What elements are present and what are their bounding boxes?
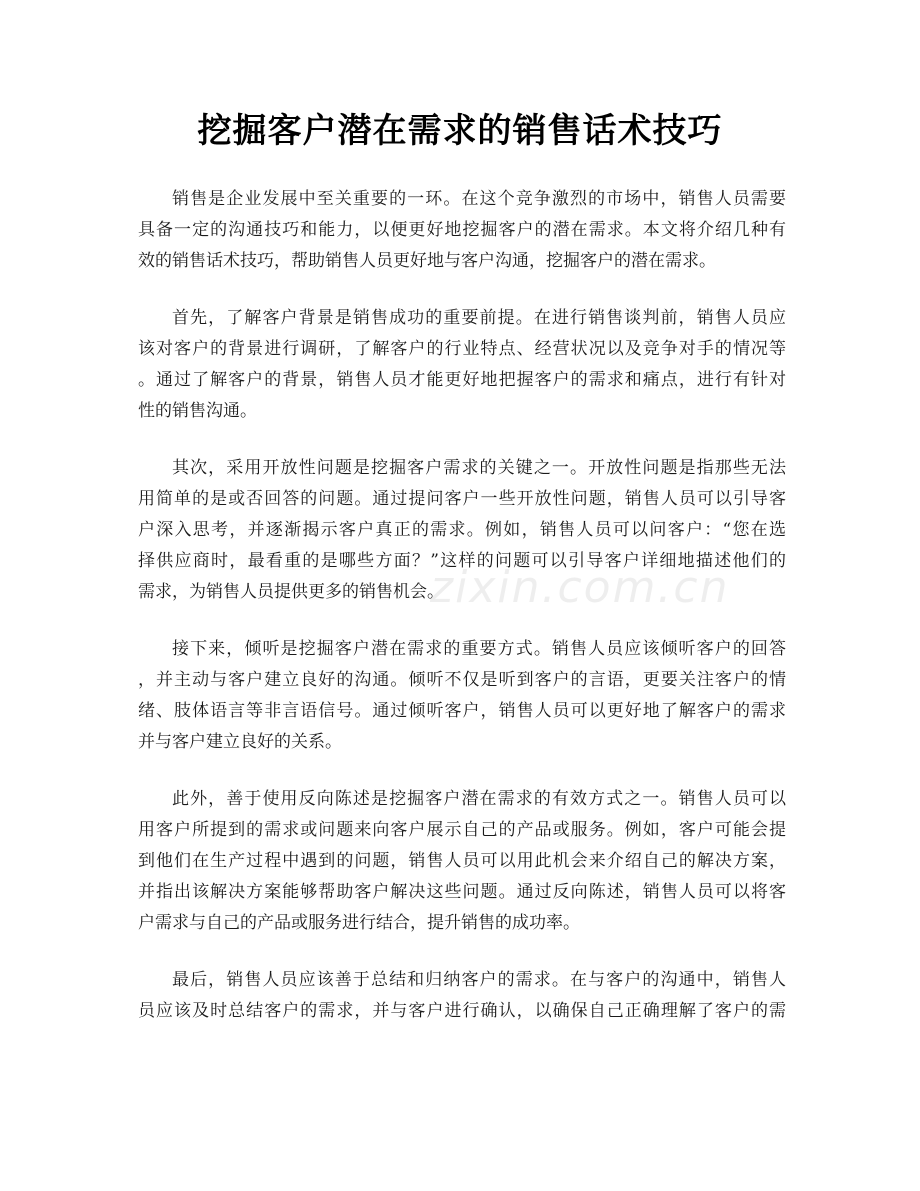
paragraph-line: 销售是企业发展中至关重要的一环。在这个竞争激烈的市场中，销售人员需要 [172,189,786,209]
paragraph-line: 并与客户建立良好的关系。 [138,732,342,752]
document-title: 挖掘客户潜在需求的销售话术技巧 [197,111,723,151]
paragraph-line: 用简单的是或否回答的问题。通过提问客户一些开放性问题，销售人员可以引导客 [138,489,786,509]
paragraph-line: 用客户所提到的需求或问题来向客户展示自己的产品或服务。例如，客户可能会提 [138,820,786,840]
paragraph-line: 绪、肢体语言等非言语信号。通过倾听客户，销售人员可以更好地了解客户的需求 [138,701,786,721]
paragraph [138,784,786,939]
paragraph-line: ，并主动与客户建立良好的沟通。倾听不仅是听到客户的言语，更要关注客户的情 [138,670,786,690]
paragraph-line: 到他们在生产过程中遇到的问题，销售人员可以用此机会来介绍自己的解决方案， [138,851,786,871]
paragraph-line: 最后，销售人员应该善于总结和归纳客户的需求。在与客户的沟通中，销售人 [172,970,786,990]
watermark: zixin.com.cn [430,562,730,613]
paragraph-line: 并指出该解决方案能够帮助客户解决这些问题。通过反向陈述，销售人员可以将客 [138,882,786,902]
paragraph [138,303,786,427]
paragraph-line: 户深入思考，并逐渐揭示客户真正的需求。例如，销售人员可以问客户：“您在选 [138,520,786,540]
paragraph-line: 首先，了解客户背景是销售成功的重要前提。在进行销售谈判前，销售人员应 [172,308,786,328]
paragraph [138,634,786,758]
paragraph-line: 。通过了解客户的背景，销售人员才能更好地把握客户的需求和痛点，进行有针对 [138,370,786,390]
paragraph [138,184,786,277]
paragraph-line: 员应该及时总结客户的需求，并与客户进行确认，以确保自己正确理解了客户的需 [138,1001,786,1021]
paragraph-line: 接下来，倾听是挖掘客户潜在需求的重要方式。销售人员应该倾听客户的回答 [172,639,786,659]
paragraph-line: 其次，采用开放性问题是挖掘客户需求的关键之一。开放性问题是指那些无法 [172,458,786,478]
paragraph [138,965,786,1027]
paragraph-line: 需求，为销售人员提供更多的销售机会。 [138,582,444,602]
document-body [138,184,786,1053]
paragraph-line: 此外，善于使用反向陈述是挖掘客户潜在需求的有效方式之一。销售人员可以 [172,789,786,809]
paragraph-line: 效的销售话术技巧，帮助销售人员更好地与客户沟通，挖掘客户的潜在需求。 [138,251,716,271]
paragraph-line: 性的销售沟通。 [138,401,257,421]
paragraph-line: 具备一定的沟通技巧和能力，以便更好地挖掘客户的潜在需求。本文将介绍几种有 [138,220,786,240]
paragraph-line: 择供应商时，最看重的是哪些方面？”这样的问题可以引导客户详细地描述他们的 [138,551,786,571]
paragraph-line: 户需求与自己的产品或服务进行结合，提升销售的成功率。 [138,913,580,933]
paragraph-line: 该对客户的背景进行调研，了解客户的行业特点、经营状况以及竞争对手的情况等 [138,339,786,359]
paragraph [138,453,786,608]
